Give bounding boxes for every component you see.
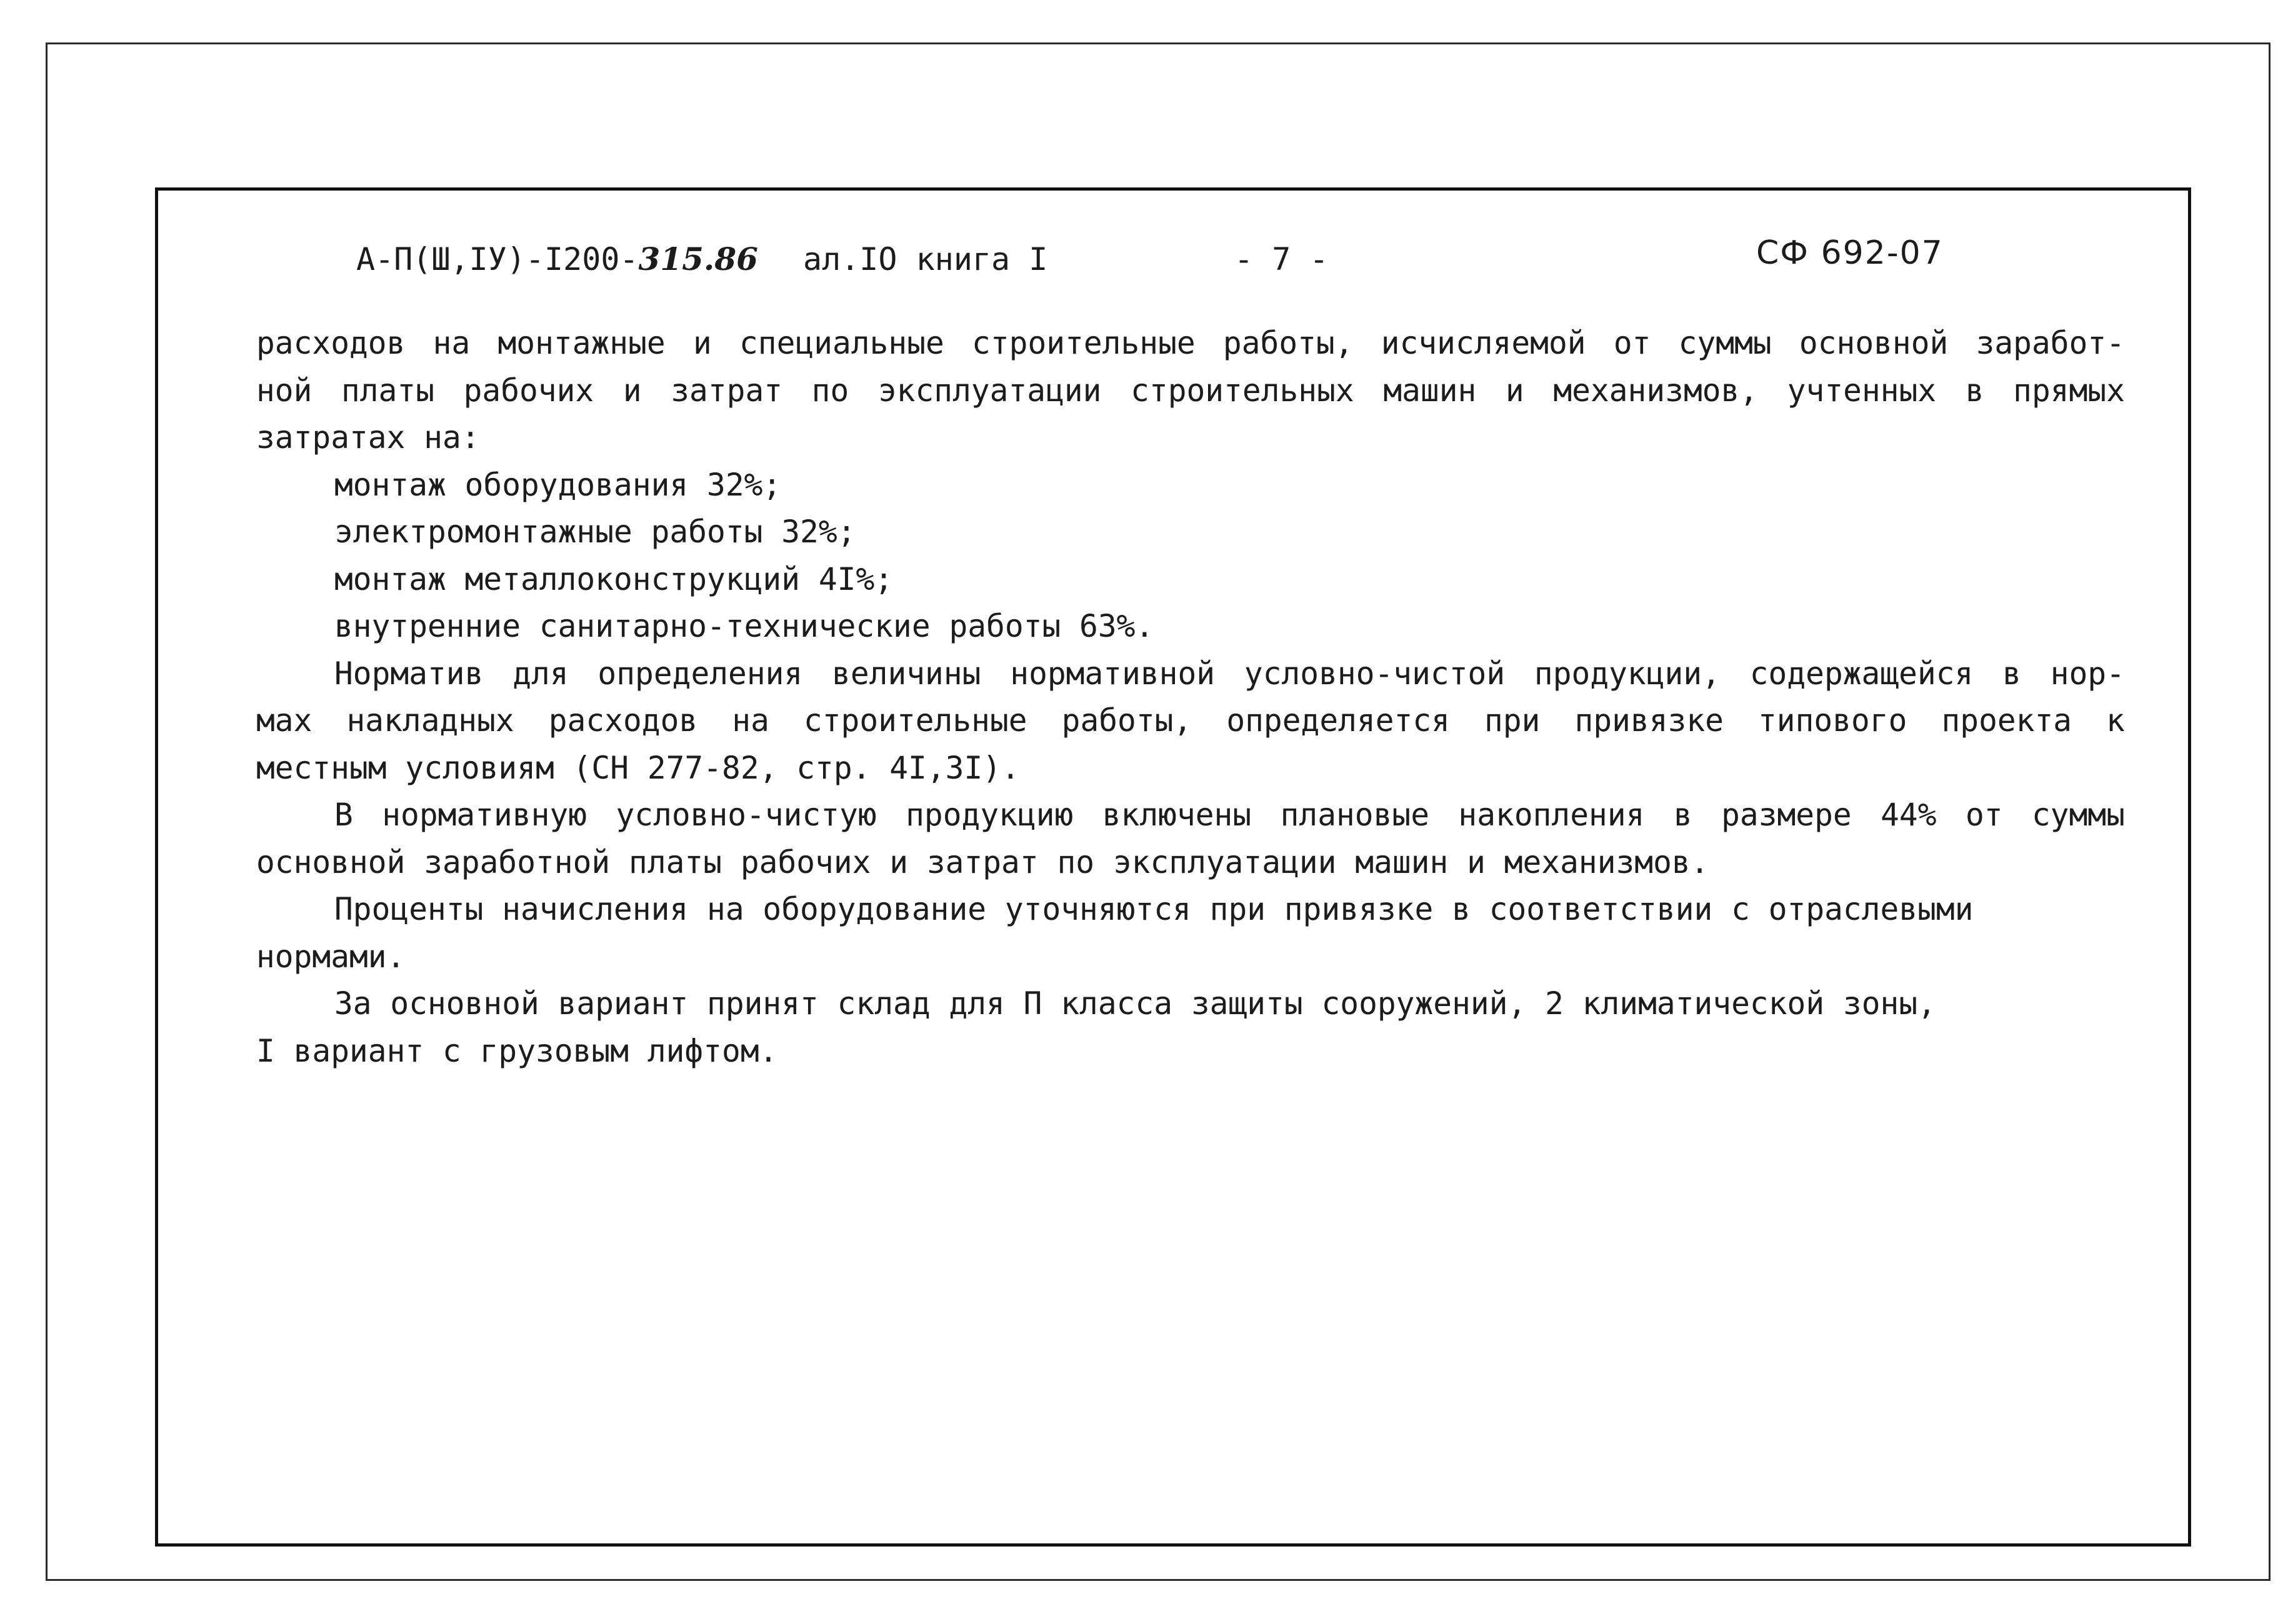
- text-line: I вариант с грузовым лифтом.: [256, 1032, 778, 1069]
- paragraph-first-line: За основной вариант принят склад для П класса защиты сооружений, 2 климатической зоны,: [334, 985, 1936, 1022]
- list-item: внутренние санитарно-технические работы 63%.: [334, 608, 1154, 644]
- text-line: местным условиям (СН 277-82, стр. 4I,3I).: [256, 749, 1020, 786]
- body-text: [256, 320, 2125, 1075]
- sheet-code: СФ 692-07: [1756, 234, 1944, 272]
- page-number: - 7 -: [1234, 241, 1329, 277]
- text-line: нормами.: [256, 938, 406, 975]
- text-line: расходов на монтажные и специальные строительные работы, исчисляемой от суммы основной заработ-: [256, 325, 2125, 361]
- paragraph-first-line: Норматив для определения величины нормативной условно-чистой продукции, содержащейся в нор-: [334, 655, 2125, 692]
- text-line: основной заработной платы рабочих и затрат по эксплуатации машин и механизмов.: [256, 844, 1709, 880]
- list-item: монтаж металлоконструкций 4I%;: [334, 560, 894, 597]
- page-header: [0, 234, 2288, 284]
- list-item: электромонтажные работы 32%;: [334, 514, 856, 550]
- text-line: ной платы рабочих и затрат по эксплуатации строительных машин и механизмов, учтенных в прямых: [256, 372, 2125, 409]
- paragraph-first-line: Проценты начисления на оборудование уточняются при привязке в соответствии с отраслевыми: [334, 891, 1974, 927]
- text-line: затратах на:: [256, 419, 480, 456]
- list-item: монтаж оборудования 32%;: [334, 466, 782, 503]
- document-code: А-П(Ш,IУ)-I200-315.86: [356, 241, 758, 277]
- text-line: мах накладных расходов на строительные работы, определяется при привязке типового проекта к: [256, 702, 2125, 739]
- handwritten-code-suffix: 315.86: [638, 241, 758, 277]
- album-book-label: ал.IO книга I: [803, 241, 1048, 277]
- paragraph-first-line: В нормативную условно-чистую продукцию включены плановые накопления в размере 44% от суммы: [334, 797, 2125, 833]
